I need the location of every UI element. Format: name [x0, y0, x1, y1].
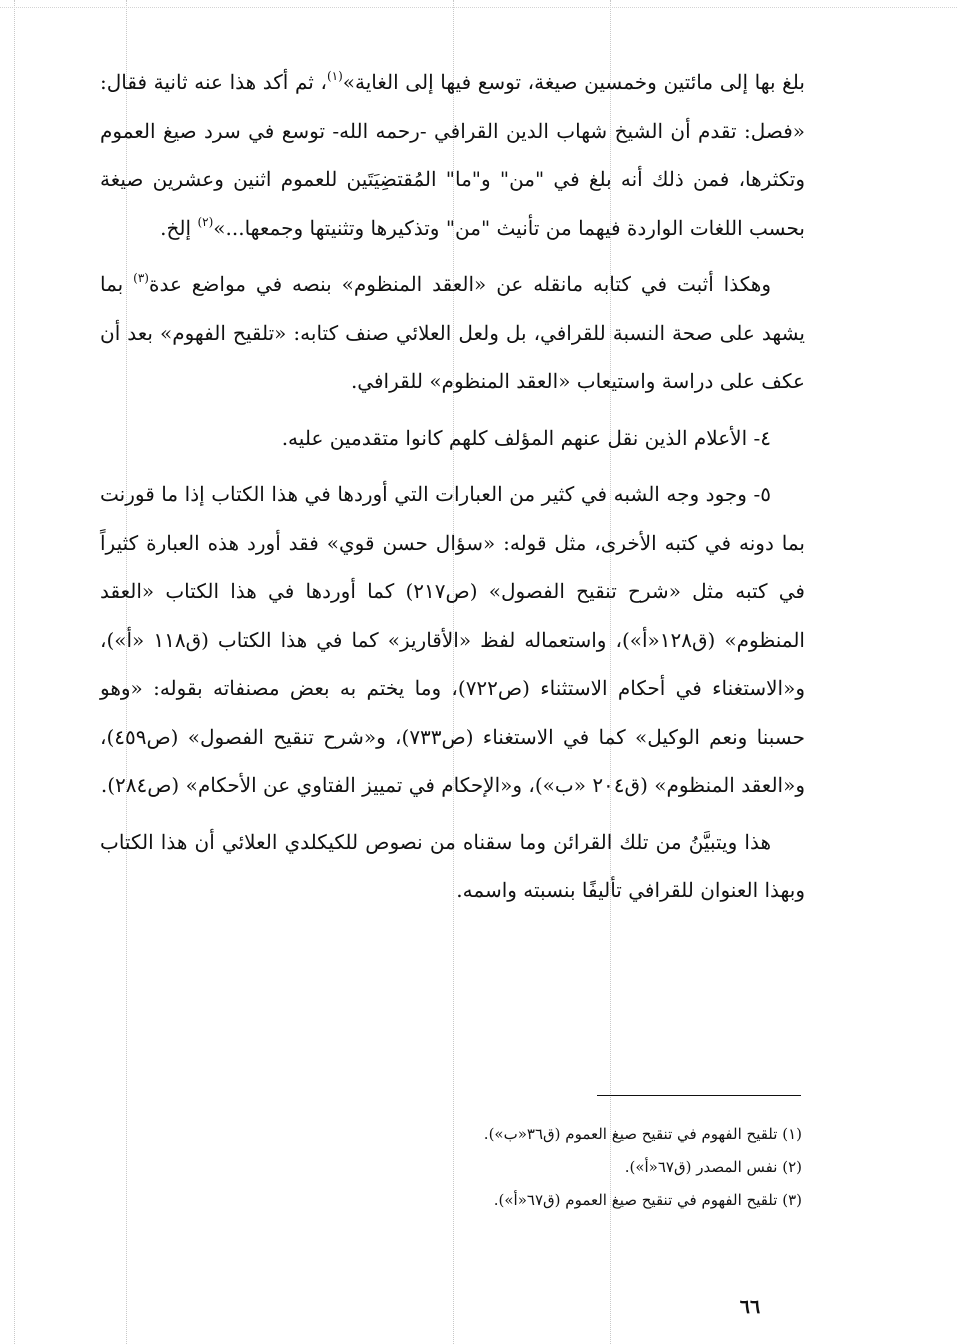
footnote-ref-1: (١)	[326, 69, 343, 83]
footnote-ref-3: (٣)	[133, 271, 149, 285]
paragraph-4: ٥- وجود وجه الشبه في كثير من العبارات التي أوردها في هذا الكتاب إذا ما قورنت بما دونه في كتبه الأخرى، مثل قوله: «سؤال حسن قوي» فقد أورد هذه العبارة كثيراً في كتبه مثل «شرح تنقيح الفصول» (ص٢١٧) كما أوردها في هذا الكتاب «العقد المنظوم» (ق١٢٨«أ»)، واستعماله لفظ «الأقاريز» كما في هذا الكتاب (ق١١٨ «أ»)، و«الاستغناء في أحكام الاستثناء (ص٧٢٢)، وما يختم به بعض مصنفاته بقوله: «وهو حسبنا ونعم الوكيل» كما في الاستغناء (ص٧٣٣)، و«شرح تنقيح الفصول» (ص٤٥٩)، و«العقد المنظوم» (ق٢٠٤ «ب»)، و«الإحكام في تمييز الفتاوي عن الأحكام» (ص٢٨٤).	[100, 482, 805, 797]
paragraph-1-start: بلغ بها إلى مائتين وخمسين صيغة، توسع فيها إلى الغاية»	[342, 70, 805, 94]
page-number: ٦٦	[739, 1296, 761, 1318]
scan-guide-line	[14, 0, 15, 1344]
paragraph-5: هذا ويتبيَّنُ من تلك القرائن وما سقناه من نصوص للكيكلدي العلائي أن هذا الكتاب وبهذا العنوان للقرافي تأليفًا بنسبته واسمه.	[100, 829, 805, 902]
footnote-ref-2: (٢)	[197, 214, 214, 229]
footnotes	[380, 1118, 802, 1217]
main-text	[100, 58, 805, 923]
paragraph-2-continuation: بما يشهد على صحة النسبة للقرافي، بل ولعل العلائي صنف كتابه: «تلقيح الفهوم» بعد أن عكف على دراسة واستيعاب «العقد المنظوم» للقرافي.	[100, 272, 805, 393]
paragraph-2	[100, 260, 805, 406]
footnote-2: (٢) نفس المصدر (ق٦٧«أ»).	[624, 1158, 802, 1176]
footnote-1: (١) تلقيح الفهوم في تنقيح صيغ العموم (ق٣٦«ب»).	[483, 1125, 802, 1143]
paragraph-2-start: وهكذا أثبت في كتابه مانقله عن «العقد المنظوم» بنصه في مواضع عدة	[148, 272, 771, 296]
paragraph-1-continuation: ، ثم أكد هذا عنه ثانية فقال: «فصل: تقدم أن الشيخ شهاب الدين القرافي -رحمه الله- توسع في سرد صيغ العموم وتكثرها، فمن ذلك أنه بلغ في "من" و"ما" المُقتضِيَتَين للعموم اثنين وعشرين صيغة بحسب اللغات الواردة فيهما من تأنيث "من" وتذكيرها وتثنيتها وجمعها...»	[100, 70, 805, 240]
paragraph-1	[100, 58, 805, 252]
paragraph-1-end: إلخ.	[160, 215, 198, 240]
footnote-separator	[597, 1095, 801, 1096]
scan-guide-line	[0, 7, 957, 8]
footnote-3: (٣) تلقيح الفهوم في تنقيح صيغ العموم (ق٦٧«أ»).	[493, 1191, 802, 1209]
paragraph-3: ٤- الأعلام الذين نقل عنهم المؤلف كلهم كانوا متقدمين عليه.	[281, 425, 771, 450]
